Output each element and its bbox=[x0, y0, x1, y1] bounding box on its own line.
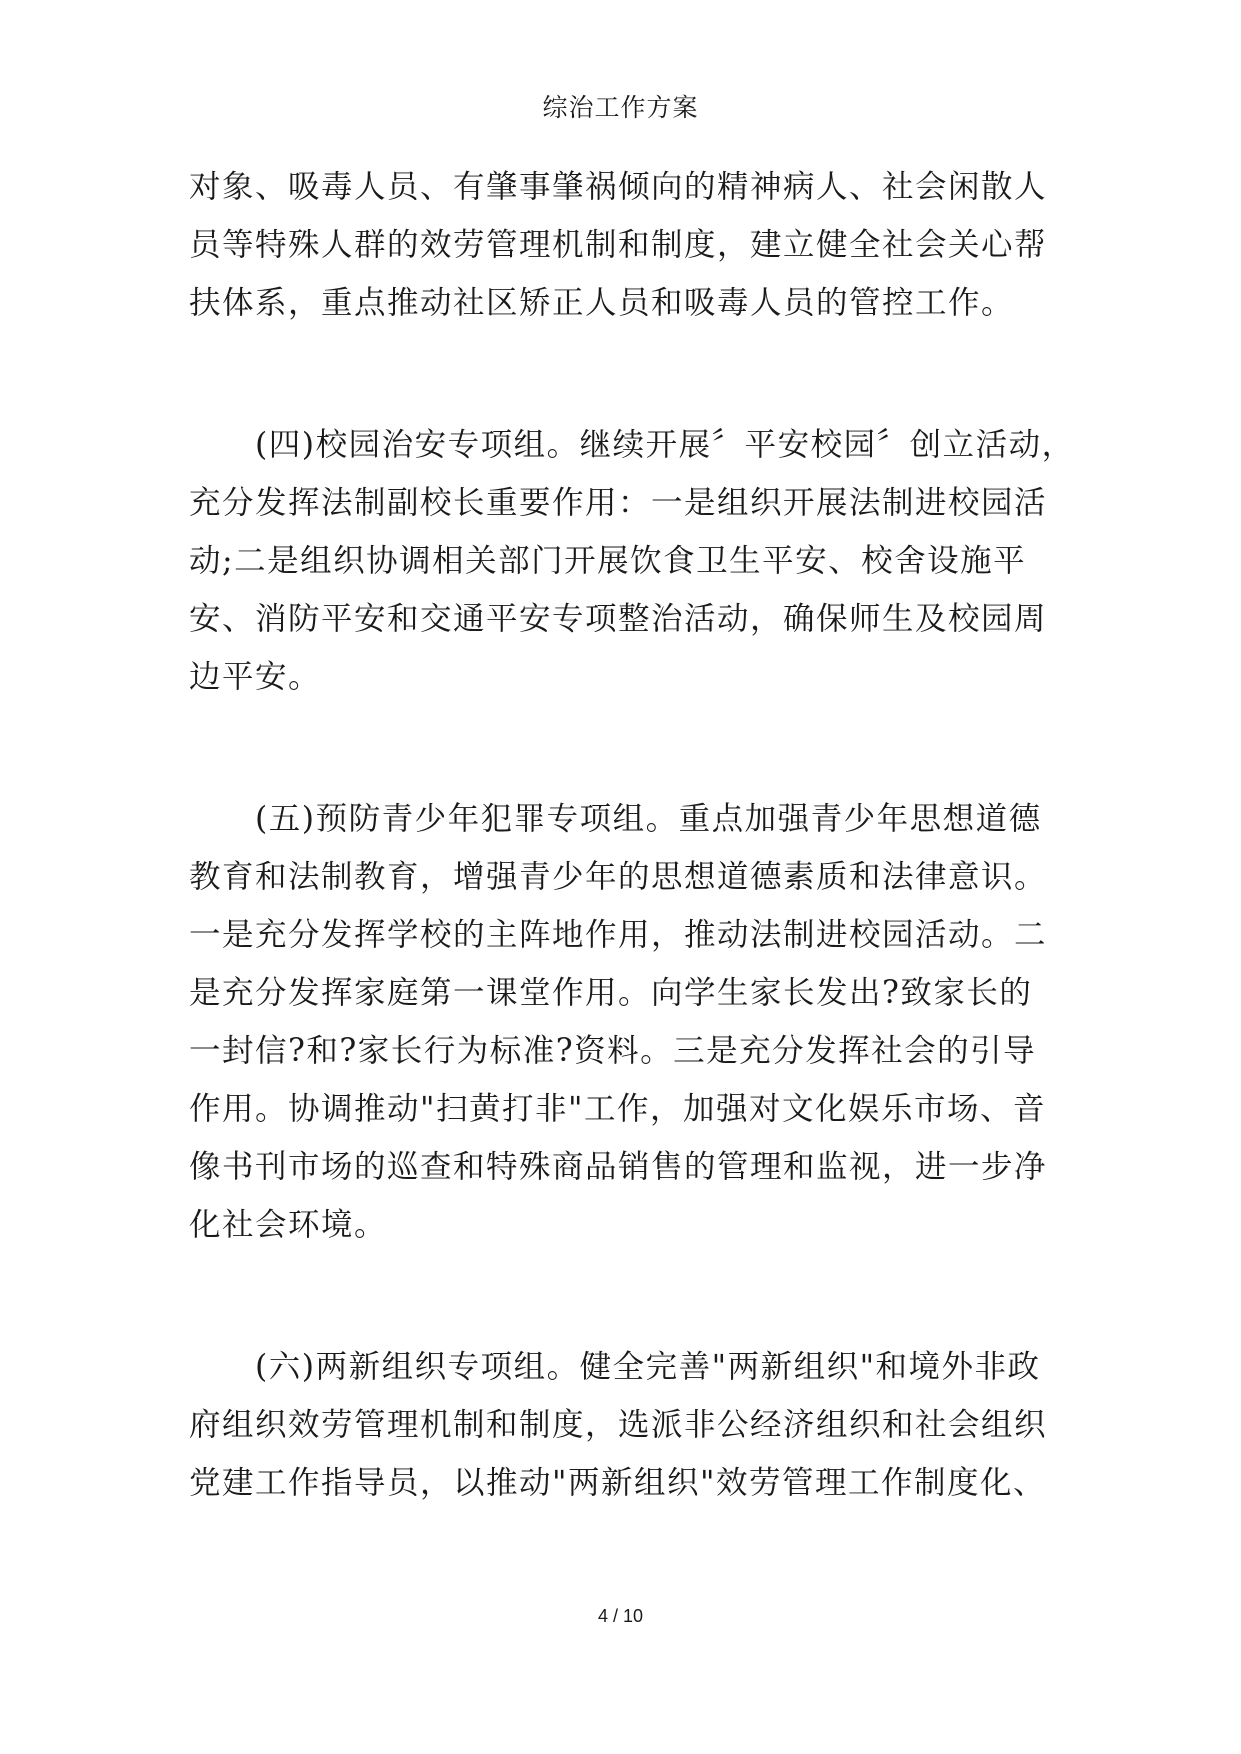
text-line: 对象、吸毒人员、有肇事肇祸倾向的精神病人、社会闲散人 bbox=[189, 169, 1048, 205]
text-line: 化社会环境。 bbox=[189, 1207, 388, 1243]
paragraph-special-groups bbox=[189, 158, 1069, 332]
text-line: 像书刊市场的巡查和特殊商品销售的管理和监视，进一步净 bbox=[189, 1149, 1048, 1185]
paragraph-campus-security bbox=[189, 416, 1075, 706]
text-line: 一封信?和?家长行为标准?资料。三是充分发挥社会的引导 bbox=[189, 1033, 1037, 1069]
text-line: 边平安。 bbox=[189, 659, 322, 695]
text-line: 府组织效劳管理机制和制度，选派非公经济组织和社会组织 bbox=[189, 1407, 1048, 1443]
text-line: 安、消防平安和交通平安专项整治活动，确保师生及校园周 bbox=[189, 601, 1048, 637]
text-line: 一是充分发挥学校的主阵地作用，推动法制进校园活动。二 bbox=[189, 917, 1048, 953]
text-line: 是充分发挥家庭第一课堂作用。向学生家长发出?致家长的 bbox=[189, 975, 1033, 1011]
text-line: (六)两新组织专项组。健全完善"两新组织"和境外非政 bbox=[189, 1349, 1041, 1385]
text-line: 党建工作指导员，以推动"两新组织"效劳管理工作制度化、 bbox=[189, 1465, 1046, 1501]
paragraph-gap bbox=[189, 1254, 1069, 1338]
text-line: 教育和法制教育，增强青少年的思想道德素质和法律意识。 bbox=[189, 859, 1048, 895]
text-line: 作用。协调推动"扫黄打非"工作，加强对文化娱乐市场、音 bbox=[189, 1091, 1046, 1127]
text-line: 充分发挥法制副校长重要作用：一是组织开展法制进校园活 bbox=[189, 485, 1048, 521]
page-header-title: 综治工作方案 bbox=[542, 93, 699, 122]
text-line: 动;二是组织协调相关部门开展饮食卫生平安、校舍设施平 bbox=[189, 543, 1027, 579]
text-line: 扶体系，重点推动社区矫正人员和吸毒人员的管控工作。 bbox=[189, 285, 1015, 321]
paragraph-gap bbox=[189, 706, 1069, 790]
text-line: (四)校园治安专项组。继续开展〞平安校园〞创立活动， bbox=[189, 427, 1075, 463]
paragraph-youth-crime-prevention bbox=[189, 790, 1069, 1254]
paragraph-gap bbox=[189, 332, 1069, 416]
text-line: (五)预防青少年犯罪专项组。重点加强青少年思想道德 bbox=[189, 801, 1042, 837]
page-number: 4 / 10 bbox=[597, 1606, 644, 1626]
paragraph-two-new-organizations bbox=[189, 1338, 1069, 1512]
document-body bbox=[189, 158, 1075, 1512]
text-line: 员等特殊人群的效劳管理机制和制度，建立健全社会关心帮 bbox=[189, 227, 1048, 263]
